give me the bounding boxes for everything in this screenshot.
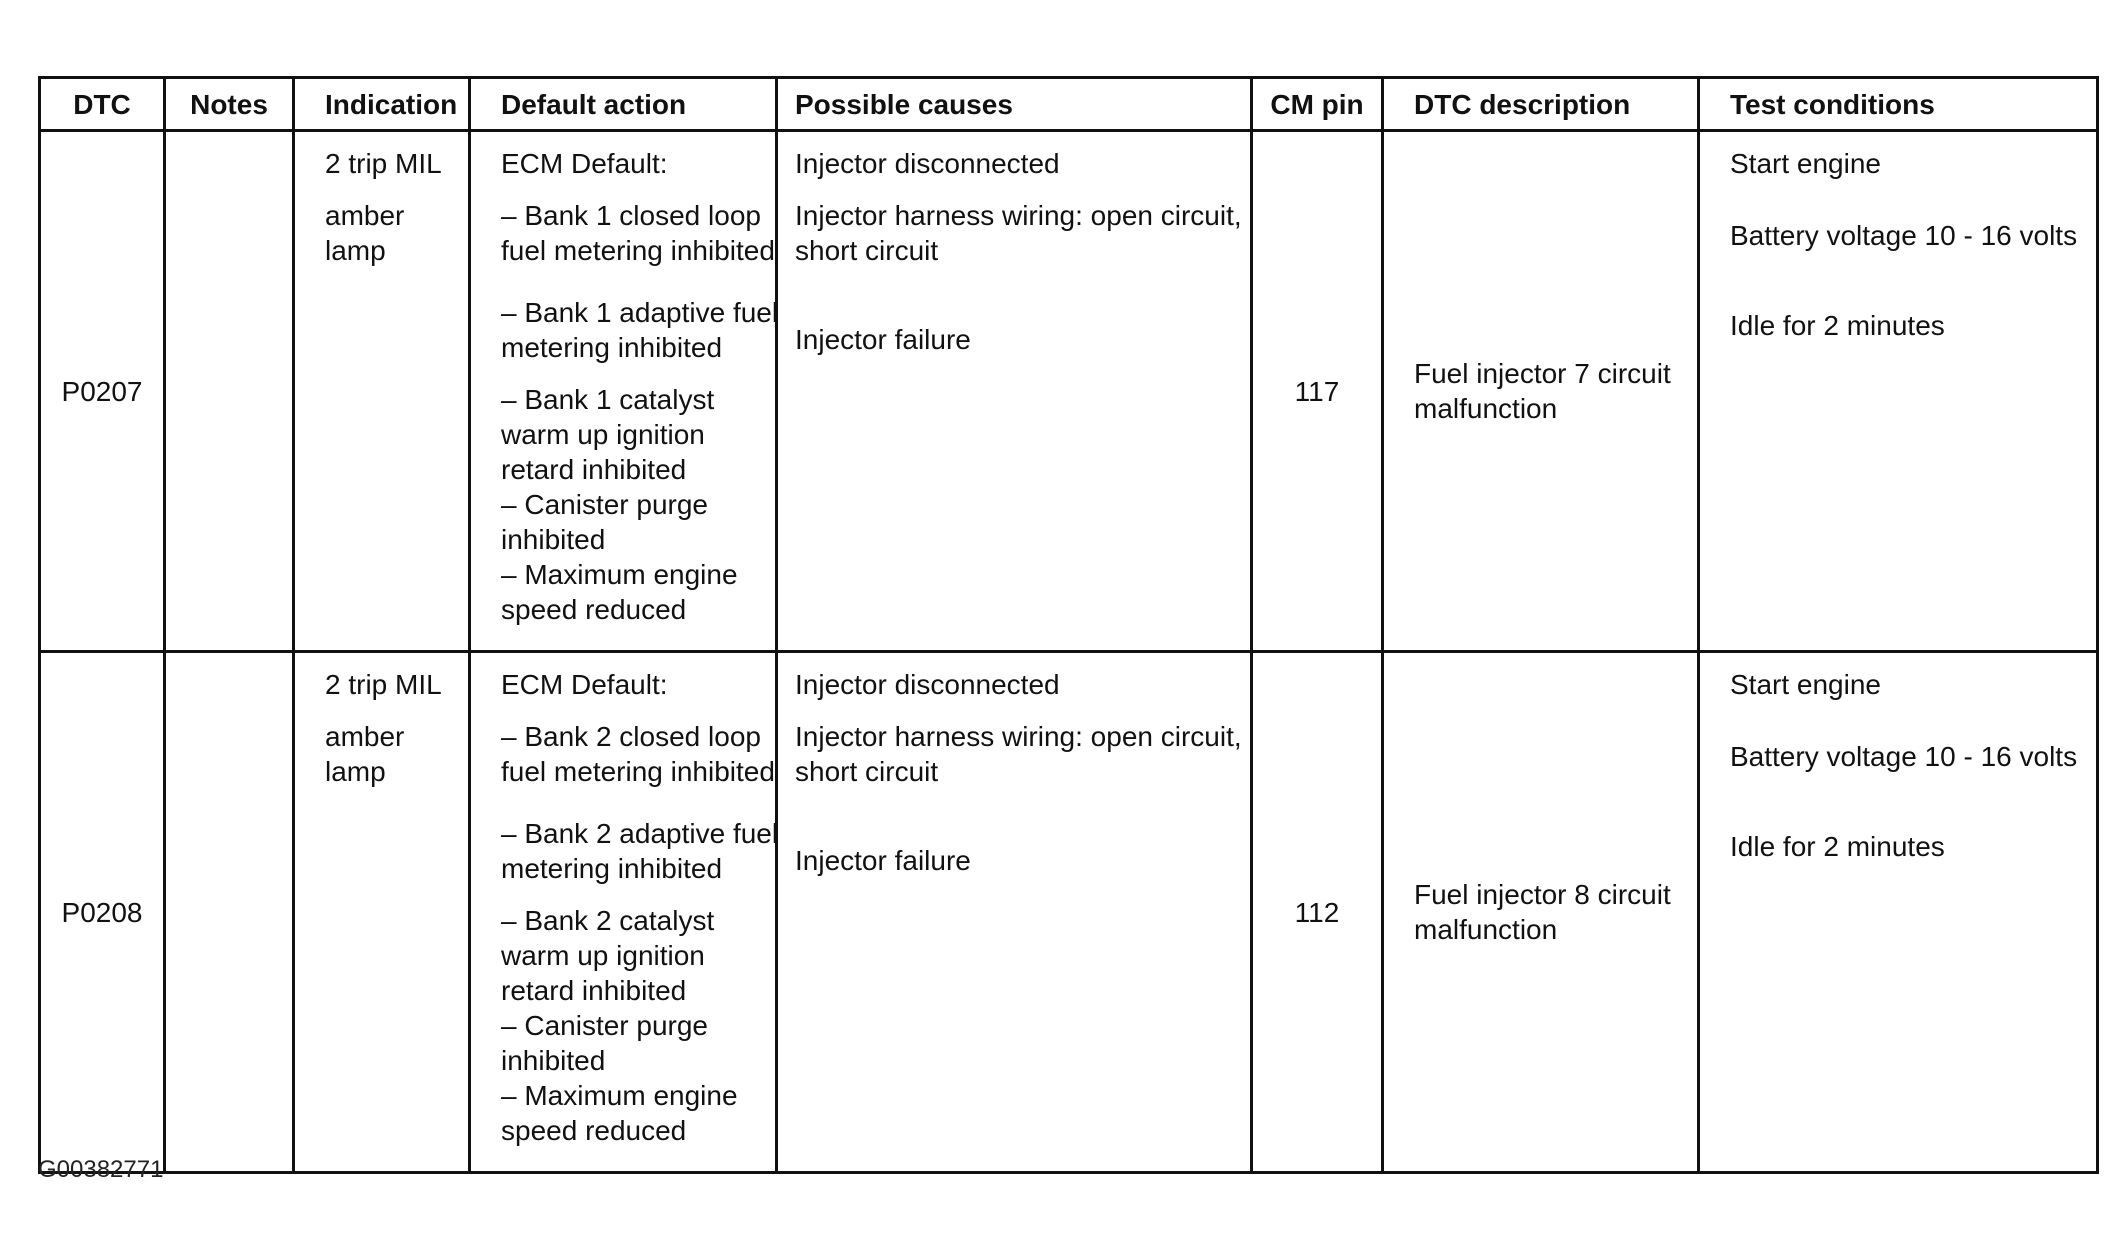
table-row — [40, 131, 2098, 652]
header-dtc-description: DTC description — [1383, 78, 1699, 131]
header-dtc: DTC — [40, 78, 165, 131]
default-action-item — [501, 1078, 771, 1148]
indication-line: lamp — [325, 235, 386, 266]
default-action-line: – Bank 2 adaptive fuel — [501, 818, 779, 849]
header-default-action: Default action — [470, 78, 777, 131]
default-action-item — [501, 816, 779, 886]
possible-cause: Injector failure — [795, 845, 971, 876]
test-condition: Idle for 2 minutes — [1730, 831, 1945, 862]
dtc-description-line: malfunction — [1414, 393, 1558, 424]
default-action-line: speed reduced — [501, 1115, 687, 1146]
default-action-cell — [470, 131, 777, 652]
default-action-item — [501, 557, 771, 627]
default-action-heading: ECM Default: — [501, 669, 668, 700]
default-action-line: metering inhibited — [501, 332, 723, 363]
indication-cell — [294, 131, 470, 652]
possible-causes-cell — [777, 652, 1252, 1173]
default-action-item — [501, 903, 771, 1008]
indication-line: lamp — [325, 756, 386, 787]
default-action-line: retard inhibited — [501, 975, 687, 1006]
default-action-line: metering inhibited — [501, 853, 723, 884]
default-action-line: fuel metering inhibited — [501, 756, 775, 787]
default-action-line: warm up ignition — [501, 940, 705, 971]
default-action-line: – Canister purge — [501, 489, 709, 520]
test-condition: Start engine — [1730, 148, 1881, 179]
possible-cause: Injector disconnected — [795, 669, 1060, 700]
header-indication: Indication — [294, 78, 470, 131]
indication-cell — [294, 652, 470, 1173]
default-action-line: – Bank 1 closed loop — [501, 200, 761, 231]
default-action-line: – Bank 2 catalyst — [501, 905, 715, 936]
possible-cause: Injector harness wiring: open circuit, — [795, 200, 1242, 231]
default-action-line: inhibited — [501, 1045, 606, 1076]
possible-cause: Injector harness wiring: open circuit, — [795, 721, 1242, 752]
default-action-line: inhibited — [501, 524, 606, 555]
header-test-conditions: Test conditions — [1699, 78, 2098, 131]
default-action-item — [501, 719, 775, 789]
default-action-line: fuel metering inhibited — [501, 235, 775, 266]
dtc-description-line: malfunction — [1414, 914, 1558, 945]
possible-cause: short circuit — [795, 756, 939, 787]
default-action-line: – Bank 1 catalyst — [501, 384, 715, 415]
default-action-line: – Bank 1 adaptive fuel — [501, 297, 779, 328]
default-action-line: – Maximum engine — [501, 1080, 738, 1111]
default-action-item — [501, 487, 771, 557]
possible-cause: Injector disconnected — [795, 148, 1060, 179]
default-action-line: warm up ignition — [501, 419, 705, 450]
figure-code: G00382771 — [38, 1156, 164, 1183]
indication-line: amber — [325, 200, 405, 231]
dtc-description-line: Fuel injector 8 circuit — [1414, 879, 1671, 910]
test-conditions-cell — [1699, 131, 2098, 652]
possible-cause: short circuit — [795, 235, 939, 266]
default-action-line: speed reduced — [501, 594, 687, 625]
test-condition: Start engine — [1730, 669, 1881, 700]
default-action-item — [501, 198, 775, 268]
notes-cell — [165, 131, 294, 652]
dtc-description-cell — [1383, 652, 1699, 1173]
default-action-item — [501, 295, 779, 365]
default-action-line: retard inhibited — [501, 454, 687, 485]
default-action-cell — [470, 652, 777, 1173]
default-action-item — [501, 382, 771, 487]
default-action-line: – Bank 2 closed loop — [501, 721, 761, 752]
dtc-table — [38, 76, 2099, 1174]
header-possible-causes: Possible causes — [777, 78, 1252, 131]
table-row — [40, 652, 2098, 1173]
dtc-code: P0207 — [40, 131, 165, 652]
test-conditions-cell — [1699, 652, 2098, 1173]
dtc-description-cell — [1383, 131, 1699, 652]
indication-line: 2 trip MIL — [325, 669, 442, 700]
indication-line: amber — [325, 721, 405, 752]
header-row — [40, 78, 2098, 131]
dtc-code: P0208 — [40, 652, 165, 1173]
default-action-item — [501, 1008, 771, 1078]
header-cm-pin: CM pin — [1252, 78, 1383, 131]
test-condition: Idle for 2 minutes — [1730, 310, 1945, 341]
default-action-line: – Maximum engine — [501, 559, 738, 590]
test-condition: Battery voltage 10 - 16 volts — [1730, 741, 2078, 772]
cm-pin-cell: 117 — [1252, 131, 1383, 652]
possible-cause: Injector failure — [795, 324, 971, 355]
default-action-heading: ECM Default: — [501, 148, 668, 179]
dtc-description-line: Fuel injector 7 circuit — [1414, 358, 1671, 389]
header-notes: Notes — [165, 78, 294, 131]
test-condition: Battery voltage 10 - 16 volts — [1730, 220, 2078, 251]
indication-line: 2 trip MIL — [325, 148, 442, 179]
cm-pin-cell: 112 — [1252, 652, 1383, 1173]
possible-causes-cell — [777, 131, 1252, 652]
default-action-line: – Canister purge — [501, 1010, 709, 1041]
notes-cell — [165, 652, 294, 1173]
